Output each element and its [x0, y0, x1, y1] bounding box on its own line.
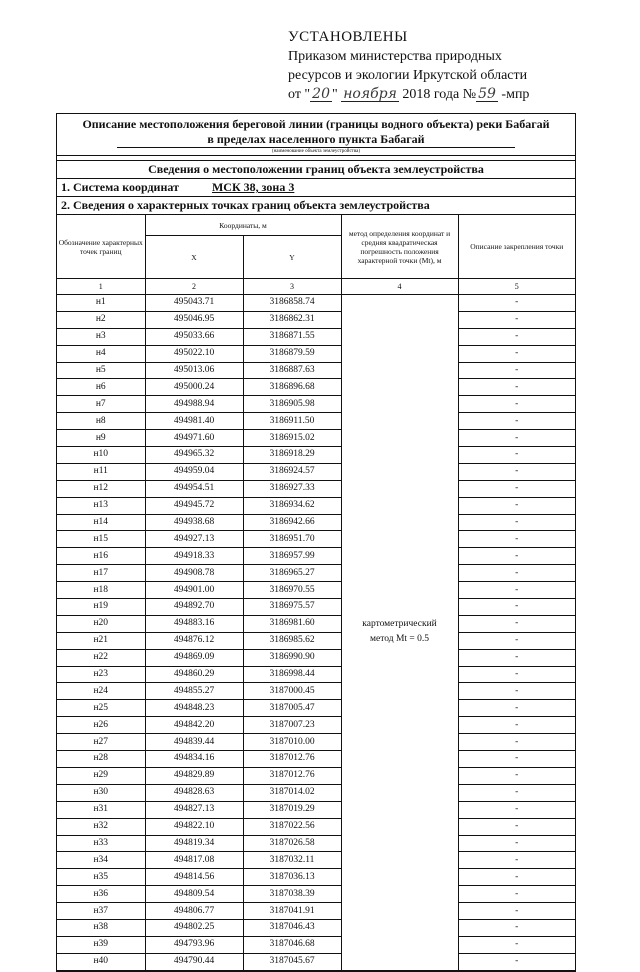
coord-y: 3186862.31	[243, 311, 341, 328]
fixing-description: -	[458, 463, 575, 480]
point-name: н31	[57, 801, 145, 818]
coord-x: 494817.08	[145, 852, 243, 869]
fixing-description: -	[458, 632, 575, 649]
fixing-description: -	[458, 936, 575, 953]
point-name: н40	[57, 953, 145, 970]
table-row	[57, 565, 575, 582]
coord-y: 3186957.99	[243, 548, 341, 565]
coord-y: 3186975.57	[243, 599, 341, 616]
coord-system-label: 1. Система координат	[61, 180, 179, 194]
approval-line-2: ресурсов и экологии Иркутской области	[288, 68, 528, 83]
coord-y: 3186998.44	[243, 666, 341, 683]
table-row	[57, 700, 575, 717]
coord-x: 494883.16	[145, 615, 243, 632]
point-name: н19	[57, 599, 145, 616]
coord-x: 494827.13	[145, 801, 243, 818]
coord-x: 494819.34	[145, 835, 243, 852]
fixing-description: -	[458, 447, 575, 464]
point-name: н15	[57, 531, 145, 548]
table-row	[57, 582, 575, 599]
coord-x: 494809.54	[145, 886, 243, 903]
point-name: н29	[57, 767, 145, 784]
coord-x: 494855.27	[145, 683, 243, 700]
point-name: н17	[57, 565, 145, 582]
table-row	[57, 869, 575, 886]
fixing-description: -	[458, 328, 575, 345]
fixing-description: -	[458, 869, 575, 886]
point-name: н2	[57, 311, 145, 328]
date-prefix: от "	[288, 87, 311, 102]
coord-x: 494981.40	[145, 413, 243, 430]
coord-x: 494971.60	[145, 430, 243, 447]
table-row	[57, 599, 575, 616]
coord-y: 3186942.66	[243, 514, 341, 531]
table-row	[57, 430, 575, 447]
column-number: 2	[145, 279, 243, 295]
coord-y: 3186985.62	[243, 632, 341, 649]
approval-header	[288, 28, 618, 104]
point-name: н18	[57, 582, 145, 599]
point-name: н12	[57, 480, 145, 497]
method-cell	[341, 295, 458, 971]
points-title: 2. Сведения о характерных точках границ объекта землеустройства	[57, 196, 575, 215]
header-fixing: Описание закрепления точки	[458, 215, 575, 279]
approval-date-line	[288, 85, 618, 104]
coord-y: 3187010.00	[243, 734, 341, 751]
point-name: н28	[57, 751, 145, 768]
method-text-line-1: картометрический	[362, 619, 437, 630]
table-row	[57, 362, 575, 379]
coord-x: 495046.95	[145, 311, 243, 328]
fixing-description: -	[458, 615, 575, 632]
coord-x: 494876.12	[145, 632, 243, 649]
coord-y: 3186858.74	[243, 295, 341, 312]
coord-x: 494848.23	[145, 700, 243, 717]
point-name: н9	[57, 430, 145, 447]
coord-y: 3186924.57	[243, 463, 341, 480]
coord-x: 494959.04	[145, 463, 243, 480]
coord-y: 3186911.50	[243, 413, 341, 430]
coord-system-row	[57, 178, 575, 196]
point-name: н38	[57, 919, 145, 936]
fixing-description: -	[458, 953, 575, 970]
coord-y: 3187019.29	[243, 801, 341, 818]
document-title-line-2: в пределах населенного пункта Бабагай	[207, 132, 425, 146]
order-number: 59	[478, 86, 496, 102]
column-number: 3	[243, 279, 341, 295]
title-caption: (наименование объекта землеустройства)	[117, 147, 515, 155]
fixing-description: -	[458, 379, 575, 396]
coord-x: 494945.72	[145, 497, 243, 514]
coord-y: 3187046.43	[243, 919, 341, 936]
point-name: н37	[57, 903, 145, 920]
point-name: н26	[57, 717, 145, 734]
column-number: 4	[341, 279, 458, 295]
point-name: н14	[57, 514, 145, 531]
coord-y: 3187007.23	[243, 717, 341, 734]
fixing-description: -	[458, 784, 575, 801]
description-box	[56, 113, 576, 972]
table-row	[57, 953, 575, 970]
table-row	[57, 852, 575, 869]
fixing-description: -	[458, 852, 575, 869]
coord-x: 495022.10	[145, 345, 243, 362]
coord-x: 494790.44	[145, 953, 243, 970]
point-name: н23	[57, 666, 145, 683]
coord-x: 495000.24	[145, 379, 243, 396]
fixing-description: -	[458, 548, 575, 565]
fixing-description: -	[458, 919, 575, 936]
coord-y: 3186970.55	[243, 582, 341, 599]
header-y: Y	[243, 236, 341, 279]
column-number: 1	[57, 279, 145, 295]
coord-x: 494828.63	[145, 784, 243, 801]
coord-y: 3187041.91	[243, 903, 341, 920]
fixing-description: -	[458, 818, 575, 835]
coord-x: 494822.10	[145, 818, 243, 835]
point-name: н34	[57, 852, 145, 869]
table-row	[57, 295, 575, 312]
header-x: X	[145, 236, 243, 279]
table-row	[57, 632, 575, 649]
table-row	[57, 396, 575, 413]
fixing-description: -	[458, 767, 575, 784]
coord-y: 3186896.68	[243, 379, 341, 396]
table-row	[57, 497, 575, 514]
table-row	[57, 784, 575, 801]
header-coords: Координаты, м	[145, 215, 341, 236]
table-row	[57, 919, 575, 936]
fixing-description: -	[458, 413, 575, 430]
coord-x: 494892.70	[145, 599, 243, 616]
point-name: н13	[57, 497, 145, 514]
fixing-description: -	[458, 480, 575, 497]
document-title	[57, 114, 575, 147]
approval-title: УСТАНОВЛЕНЫ	[288, 29, 408, 45]
coord-y: 3187046.68	[243, 936, 341, 953]
point-name: н7	[57, 396, 145, 413]
table-row	[57, 649, 575, 666]
points-table-body	[57, 295, 575, 971]
coord-x: 494869.09	[145, 649, 243, 666]
coord-x: 494842.20	[145, 717, 243, 734]
coord-y: 3186990.90	[243, 649, 341, 666]
fixing-description: -	[458, 599, 575, 616]
coord-y: 3187038.39	[243, 886, 341, 903]
point-name: н3	[57, 328, 145, 345]
coord-x: 494938.68	[145, 514, 243, 531]
coord-x: 495033.66	[145, 328, 243, 345]
coord-x: 495013.06	[145, 362, 243, 379]
coord-x: 494965.32	[145, 447, 243, 464]
fixing-description: -	[458, 734, 575, 751]
fixing-description: -	[458, 497, 575, 514]
table-row	[57, 447, 575, 464]
coord-y: 3186965.27	[243, 565, 341, 582]
table-row	[57, 514, 575, 531]
coord-y: 3187026.58	[243, 835, 341, 852]
point-name: н5	[57, 362, 145, 379]
coord-y: 3186905.98	[243, 396, 341, 413]
date-year: 2018 года №	[402, 87, 477, 102]
date-quote: "	[331, 87, 338, 102]
coord-y: 3187012.76	[243, 767, 341, 784]
table-row	[57, 717, 575, 734]
coord-x: 494793.96	[145, 936, 243, 953]
table-row	[57, 666, 575, 683]
date-day: 20	[312, 86, 330, 102]
header-designation: Обозначение характерных точек границ	[57, 215, 145, 279]
table-row	[57, 328, 575, 345]
point-name: н30	[57, 784, 145, 801]
table-row	[57, 903, 575, 920]
table-row	[57, 345, 575, 362]
column-numbers-row	[57, 279, 575, 295]
fixing-description: -	[458, 582, 575, 599]
fixing-description: -	[458, 717, 575, 734]
coord-x: 494806.77	[145, 903, 243, 920]
point-name: н1	[57, 295, 145, 312]
document-title-line-1: Описание местоположения береговой линии (границы водного объекта) реки Бабагай	[82, 117, 550, 131]
point-name: н27	[57, 734, 145, 751]
point-name: н16	[57, 548, 145, 565]
coord-system-value: МСК 38, зона 3	[211, 180, 295, 194]
point-name: н24	[57, 683, 145, 700]
date-month: ноября	[343, 86, 397, 102]
coord-y: 3186871.55	[243, 328, 341, 345]
coord-y: 3187036.13	[243, 869, 341, 886]
table-row	[57, 548, 575, 565]
coord-x: 494839.44	[145, 734, 243, 751]
point-name: н6	[57, 379, 145, 396]
coord-y: 3186879.59	[243, 345, 341, 362]
order-suffix: -мпр	[501, 87, 530, 102]
coord-y: 3186918.29	[243, 447, 341, 464]
coord-x: 494829.89	[145, 767, 243, 784]
table-row	[57, 751, 575, 768]
table-row	[57, 936, 575, 953]
table-row	[57, 531, 575, 548]
fixing-description: -	[458, 903, 575, 920]
fixing-description: -	[458, 801, 575, 818]
points-table	[57, 215, 575, 971]
table-row	[57, 734, 575, 751]
table-row	[57, 413, 575, 430]
fixing-description: -	[458, 295, 575, 312]
table-row	[57, 818, 575, 835]
approval-line-1: Приказом министерства природных	[288, 49, 502, 64]
fixing-description: -	[458, 396, 575, 413]
fixing-description: -	[458, 345, 575, 362]
table-row	[57, 311, 575, 328]
table-row	[57, 480, 575, 497]
point-name: н10	[57, 447, 145, 464]
fixing-description: -	[458, 683, 575, 700]
table-row	[57, 835, 575, 852]
coord-x: 494954.51	[145, 480, 243, 497]
coord-y: 3187045.67	[243, 953, 341, 970]
coord-y: 3186887.63	[243, 362, 341, 379]
coord-x: 494802.25	[145, 919, 243, 936]
point-name: н33	[57, 835, 145, 852]
fixing-description: -	[458, 362, 575, 379]
coord-y: 3186951.70	[243, 531, 341, 548]
coord-y: 3186927.33	[243, 480, 341, 497]
fixing-description: -	[458, 565, 575, 582]
coord-x: 494814.56	[145, 869, 243, 886]
fixing-description: -	[458, 311, 575, 328]
coord-y: 3187014.02	[243, 784, 341, 801]
point-name: н36	[57, 886, 145, 903]
coord-x: 494860.29	[145, 666, 243, 683]
point-name: н35	[57, 869, 145, 886]
fixing-description: -	[458, 835, 575, 852]
table-row	[57, 615, 575, 632]
point-name: н20	[57, 615, 145, 632]
method-text-line-2: метод Mt = 0.5	[370, 634, 430, 645]
coord-x: 494988.94	[145, 396, 243, 413]
point-name: н39	[57, 936, 145, 953]
point-name: н21	[57, 632, 145, 649]
coord-y: 3187022.56	[243, 818, 341, 835]
coord-x: 494834.16	[145, 751, 243, 768]
table-row	[57, 801, 575, 818]
point-name: н32	[57, 818, 145, 835]
point-name: н11	[57, 463, 145, 480]
coord-y: 3187000.45	[243, 683, 341, 700]
coord-x: 494918.33	[145, 548, 243, 565]
fixing-description: -	[458, 514, 575, 531]
coord-x: 494901.00	[145, 582, 243, 599]
fixing-description: -	[458, 649, 575, 666]
coord-y: 3187005.47	[243, 700, 341, 717]
fixing-description: -	[458, 430, 575, 447]
table-row	[57, 463, 575, 480]
point-name: н22	[57, 649, 145, 666]
coord-y: 3187032.11	[243, 852, 341, 869]
table-row	[57, 767, 575, 784]
coord-x: 494927.13	[145, 531, 243, 548]
table-row	[57, 379, 575, 396]
table-header-row	[57, 215, 575, 236]
section-title: Сведения о местоположении границ объекта землеустройства	[57, 160, 575, 178]
coord-y: 3186934.62	[243, 497, 341, 514]
table-row	[57, 886, 575, 903]
coord-y: 3186981.60	[243, 615, 341, 632]
coord-y: 3186915.02	[243, 430, 341, 447]
fixing-description: -	[458, 751, 575, 768]
fixing-description: -	[458, 700, 575, 717]
point-name: н25	[57, 700, 145, 717]
fixing-description: -	[458, 886, 575, 903]
column-number: 5	[458, 279, 575, 295]
coord-x: 494908.78	[145, 565, 243, 582]
fixing-description: -	[458, 531, 575, 548]
point-name: н4	[57, 345, 145, 362]
coord-x: 495043.71	[145, 295, 243, 312]
point-name: н8	[57, 413, 145, 430]
header-method: метод определения координат и средняя квадратическая погрешность положения характерной точки (Mt), м	[341, 215, 458, 279]
table-row	[57, 683, 575, 700]
fixing-description: -	[458, 666, 575, 683]
coord-y: 3187012.76	[243, 751, 341, 768]
